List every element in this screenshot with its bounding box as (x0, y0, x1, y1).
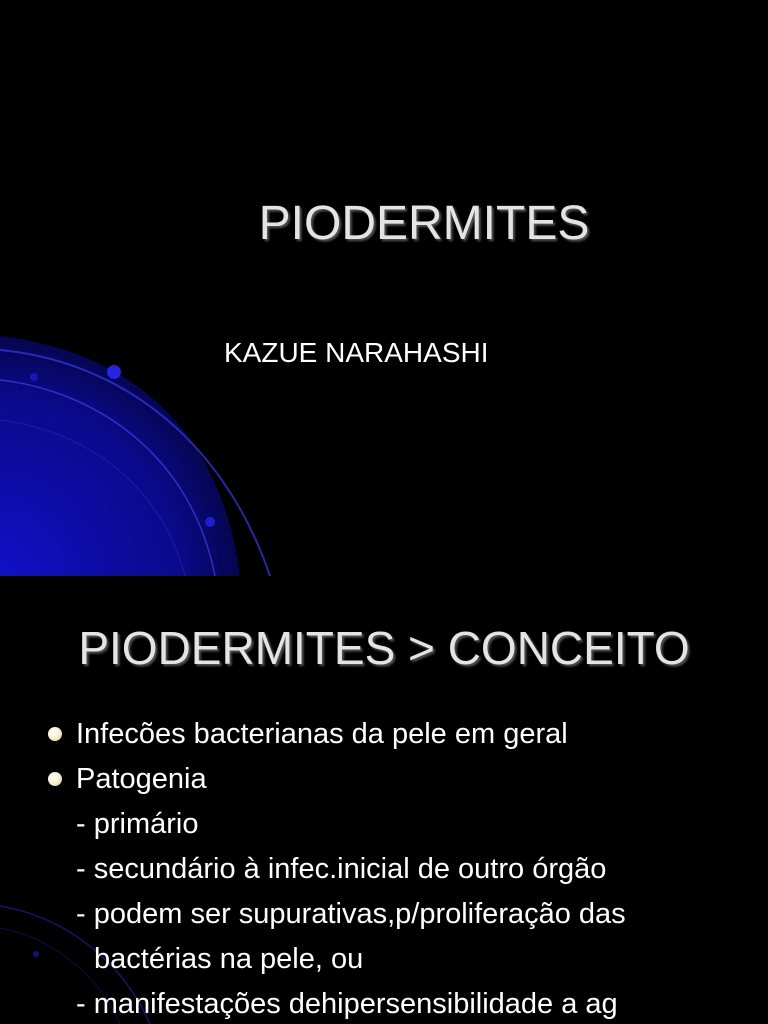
slide-title: PIODERMITES (258, 197, 590, 250)
bullet-icon (48, 727, 62, 741)
bullet-text: Patogenia (76, 763, 207, 795)
slide-title: PIODERMITES > CONCEITO (78, 622, 690, 674)
sub-item: - primário (76, 808, 199, 840)
bullet-item (46, 757, 756, 802)
slide-subtitle: KAZUE NARAHASHI (224, 337, 489, 368)
bullet-text: Infecões bacterianas da pele em geral (76, 718, 568, 750)
sub-item-continuation: bactérias na pele, ou (94, 943, 364, 975)
blue-arc-decoration (0, 0, 320, 576)
content-slide (0, 576, 768, 1024)
slide-content (46, 712, 756, 1024)
sub-item: - manifestações dehipersensibilidade a ag (76, 988, 618, 1020)
sub-item: - podem ser supurativas,p/proliferação das (76, 898, 626, 930)
sub-item: - secundário à infec.inicial de outro órgão (76, 853, 607, 885)
bullet-icon (48, 772, 62, 786)
bullet-item (46, 712, 756, 757)
